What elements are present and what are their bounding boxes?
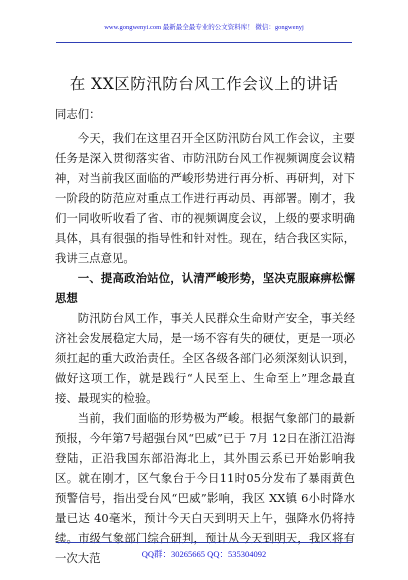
salutation: 同志们：	[55, 107, 101, 121]
page-header: www.gongwenyi.com 最新最全最专业的公文资料库！ 微信：gongwenyj	[104, 24, 304, 31]
document-body	[55, 104, 355, 568]
paragraph-intro: 今天，我们在这里召开全区防汛防台风工作会议，主要任务是深入贯彻落实省、市防汛防台风工作视频调度会议精神，对当前我区面临的严峻形势进行再分析、再研判，对下一阶段的防范应对重点工作进行再动员、再部署。刚才，我们一同收听收看了省、市的视频调度会议，上级的要求明确具体，具有很强的指导性和针对性。现在，结合我区实际，我讲三点意见。	[55, 131, 355, 265]
footer-divider	[56, 542, 352, 543]
paragraph-responsibility: 防汛防台风工作，事关人民群众生命财产安全，事关经济社会发展稳定大局，是一场不容有失的硬仗，更是一项必须扛起的重大政治责任。全区各级各部门必须深刻认识到，做好这项工作，就是践行“人民至上、生命至上”理念最直接、最现实的检验。	[55, 311, 355, 405]
header-divider	[56, 42, 352, 43]
page-footer: QQ群：30265665 QQ：535304092	[141, 549, 267, 559]
document-title: 在 XX区防汛防台风工作会议上的讲话	[69, 75, 339, 93]
paragraph-situation: 当前，我们面临的形势极为严峻。根据气象部门的最新预报，今年第7号超强台风“巴威”已于 7月 12日在浙江沿海登陆，正沿我国东部沿海北上，其外围云系已开始影响我区。就在刚才，区气象台于今日11时05分发布了暴雨黄色预警信号，指出受台风“巴威”影响，我区 XX镇 6小时降水量已达 40毫米，预计今天白天到明天上午，强降水仍将持续。市级气象部门综合研判，预计从今天到明天，我区将有一次大范	[55, 411, 355, 565]
section-heading-1: 一、提高政治站位，认清严峻形势，坚决克服麻痹松懈思想	[55, 271, 355, 305]
